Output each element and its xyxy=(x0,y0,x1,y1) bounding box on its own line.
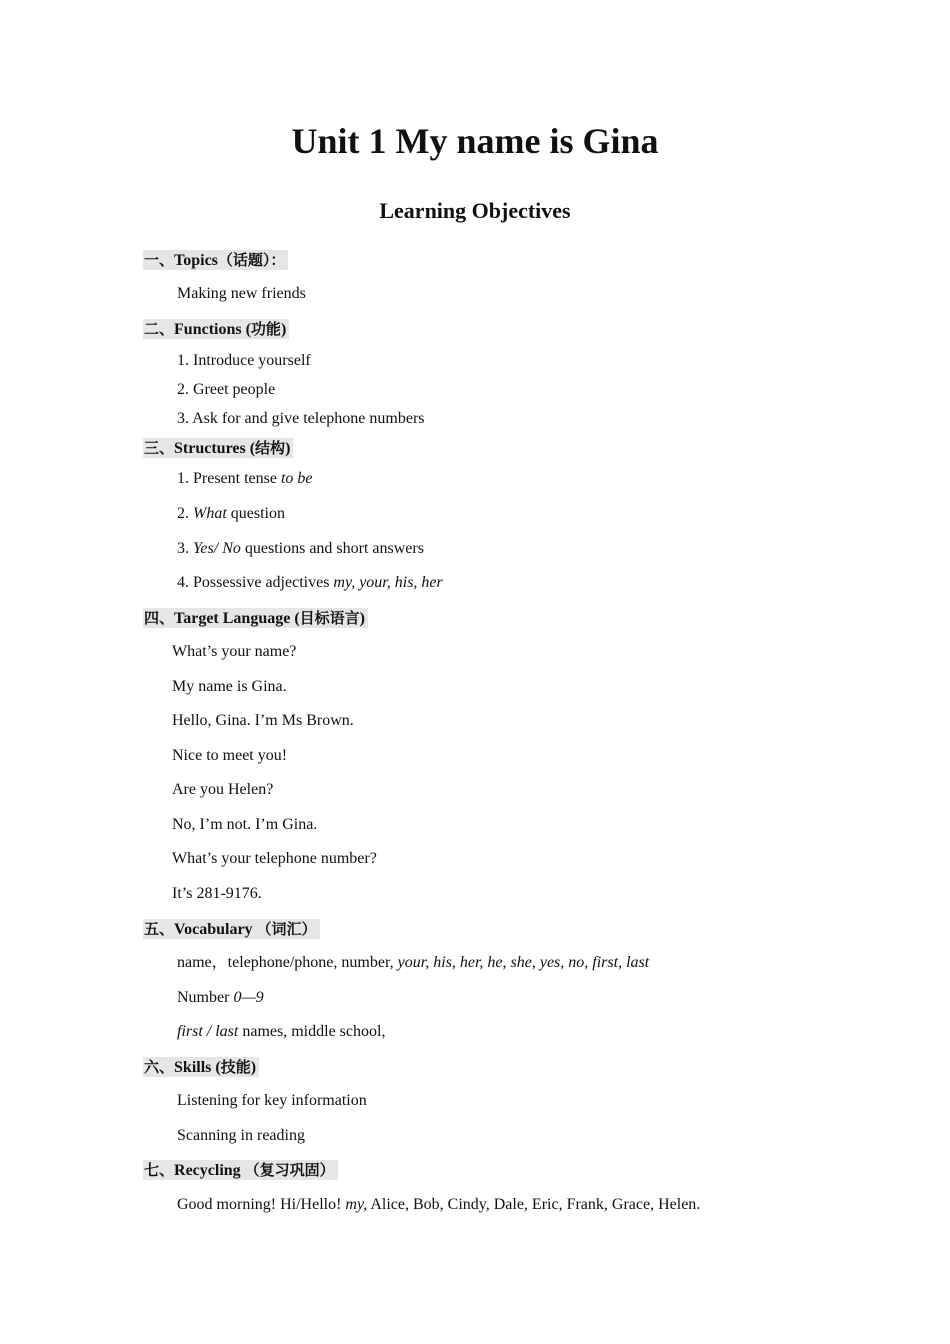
recycling-line xyxy=(177,1195,700,1215)
vocabulary-italic: first / last xyxy=(177,1023,239,1040)
section-label-zh: （复习巩固） xyxy=(244,1161,335,1179)
section-number: 七、 xyxy=(144,1161,175,1179)
skill-item: Listening for key information xyxy=(177,1092,367,1109)
section-label: Functions ( xyxy=(174,321,251,338)
section-label: Vocabulary xyxy=(174,921,257,938)
target-language-item: My name is Gina. xyxy=(172,678,287,695)
section-label-zh: 功能 xyxy=(250,320,281,338)
section-label: Recycling xyxy=(174,1162,245,1179)
target-language-item: It’s 281-9176. xyxy=(172,885,262,902)
structure-item xyxy=(177,573,443,593)
target-language-item: Are you Helen? xyxy=(172,781,274,798)
target-language-item: No, I’m not. I’m Gina. xyxy=(172,816,318,833)
function-item: 3. Ask for and give telephone numbers xyxy=(177,410,425,427)
section-heading-skills xyxy=(143,1057,259,1077)
section-label-zh: 结构 xyxy=(255,439,286,457)
section-label-zh: 目标语言 xyxy=(299,609,360,627)
section-number: 一、 xyxy=(144,251,175,269)
structure-text: 2. xyxy=(177,505,193,522)
section-number: 五、 xyxy=(144,920,175,938)
section-number: 六、 xyxy=(144,1058,175,1076)
section-number: 二、 xyxy=(144,320,175,338)
structure-italic: Yes/ No xyxy=(193,540,241,557)
section-label: Target Language ( xyxy=(174,610,300,627)
section-label: Structures ( xyxy=(174,440,256,457)
section-label-zh: （词汇） xyxy=(256,920,317,938)
structure-text: questions and short answers xyxy=(240,540,424,557)
section-heading-vocabulary xyxy=(143,919,320,939)
function-item: 1. Introduce yourself xyxy=(177,352,311,369)
structure-text: 3. xyxy=(177,540,193,557)
structure-text: 1. Present tense xyxy=(177,470,281,487)
section-heading-recycling xyxy=(143,1160,338,1180)
structure-item xyxy=(177,539,424,559)
page-subtitle: Learning Objectives xyxy=(379,198,571,223)
section-suffix: ) xyxy=(285,440,291,457)
vocabulary-italic: 0—9 xyxy=(233,989,264,1006)
recycling-italic: my, xyxy=(345,1196,368,1213)
target-language-item: Nice to meet you! xyxy=(172,747,288,764)
structure-item xyxy=(177,504,285,524)
structure-text: question xyxy=(226,505,285,522)
target-language-item: Hello, Gina. I’m Ms Brown. xyxy=(172,712,354,729)
section-suffix: ) xyxy=(280,321,287,338)
structure-italic: my, your, his, her xyxy=(333,574,443,591)
vocabulary-line xyxy=(177,988,264,1008)
section-heading-functions xyxy=(143,319,289,339)
vocabulary-text: Number xyxy=(177,989,234,1006)
section-label-zh: 技能 xyxy=(220,1058,251,1076)
structure-text: 4. Possessive adjectives xyxy=(177,574,334,591)
target-language-item: What’s your name? xyxy=(172,643,297,660)
topic-item: Making new friends xyxy=(177,285,306,302)
section-heading-structures xyxy=(143,438,293,458)
section-label: Topics xyxy=(174,252,218,269)
vocabulary-italic: your, his, her, he, she, yes, no, first, last xyxy=(397,954,650,971)
structure-italic: What xyxy=(193,505,227,522)
structure-item xyxy=(177,469,313,489)
vocabulary-text: name，telephone/phone, number, xyxy=(177,954,398,971)
section-suffix: ) xyxy=(250,1059,257,1076)
skill-item: Scanning in reading xyxy=(177,1127,305,1144)
vocabulary-line xyxy=(177,953,649,973)
vocabulary-text: names, middle school, xyxy=(238,1023,386,1040)
section-number: 四、 xyxy=(144,609,175,627)
structure-italic: to be xyxy=(280,470,313,487)
function-item: 2. Greet people xyxy=(177,381,276,398)
recycling-text: Good morning! Hi/Hello! xyxy=(177,1196,346,1213)
section-label: Skills ( xyxy=(174,1059,221,1076)
recycling-text: Alice, Bob, Cindy, Dale, Eric, Frank, Grace, Helen. xyxy=(367,1196,701,1213)
page-title: Unit 1 My name is Gina xyxy=(291,121,659,161)
target-language-item: What’s your telephone number? xyxy=(172,850,377,867)
section-label-zh: （话题）： xyxy=(217,251,286,269)
vocabulary-line xyxy=(177,1022,385,1042)
section-suffix: ) xyxy=(359,610,365,627)
section-number: 三、 xyxy=(144,439,175,457)
section-heading-topics xyxy=(143,250,288,270)
section-heading-target-language xyxy=(143,608,368,628)
